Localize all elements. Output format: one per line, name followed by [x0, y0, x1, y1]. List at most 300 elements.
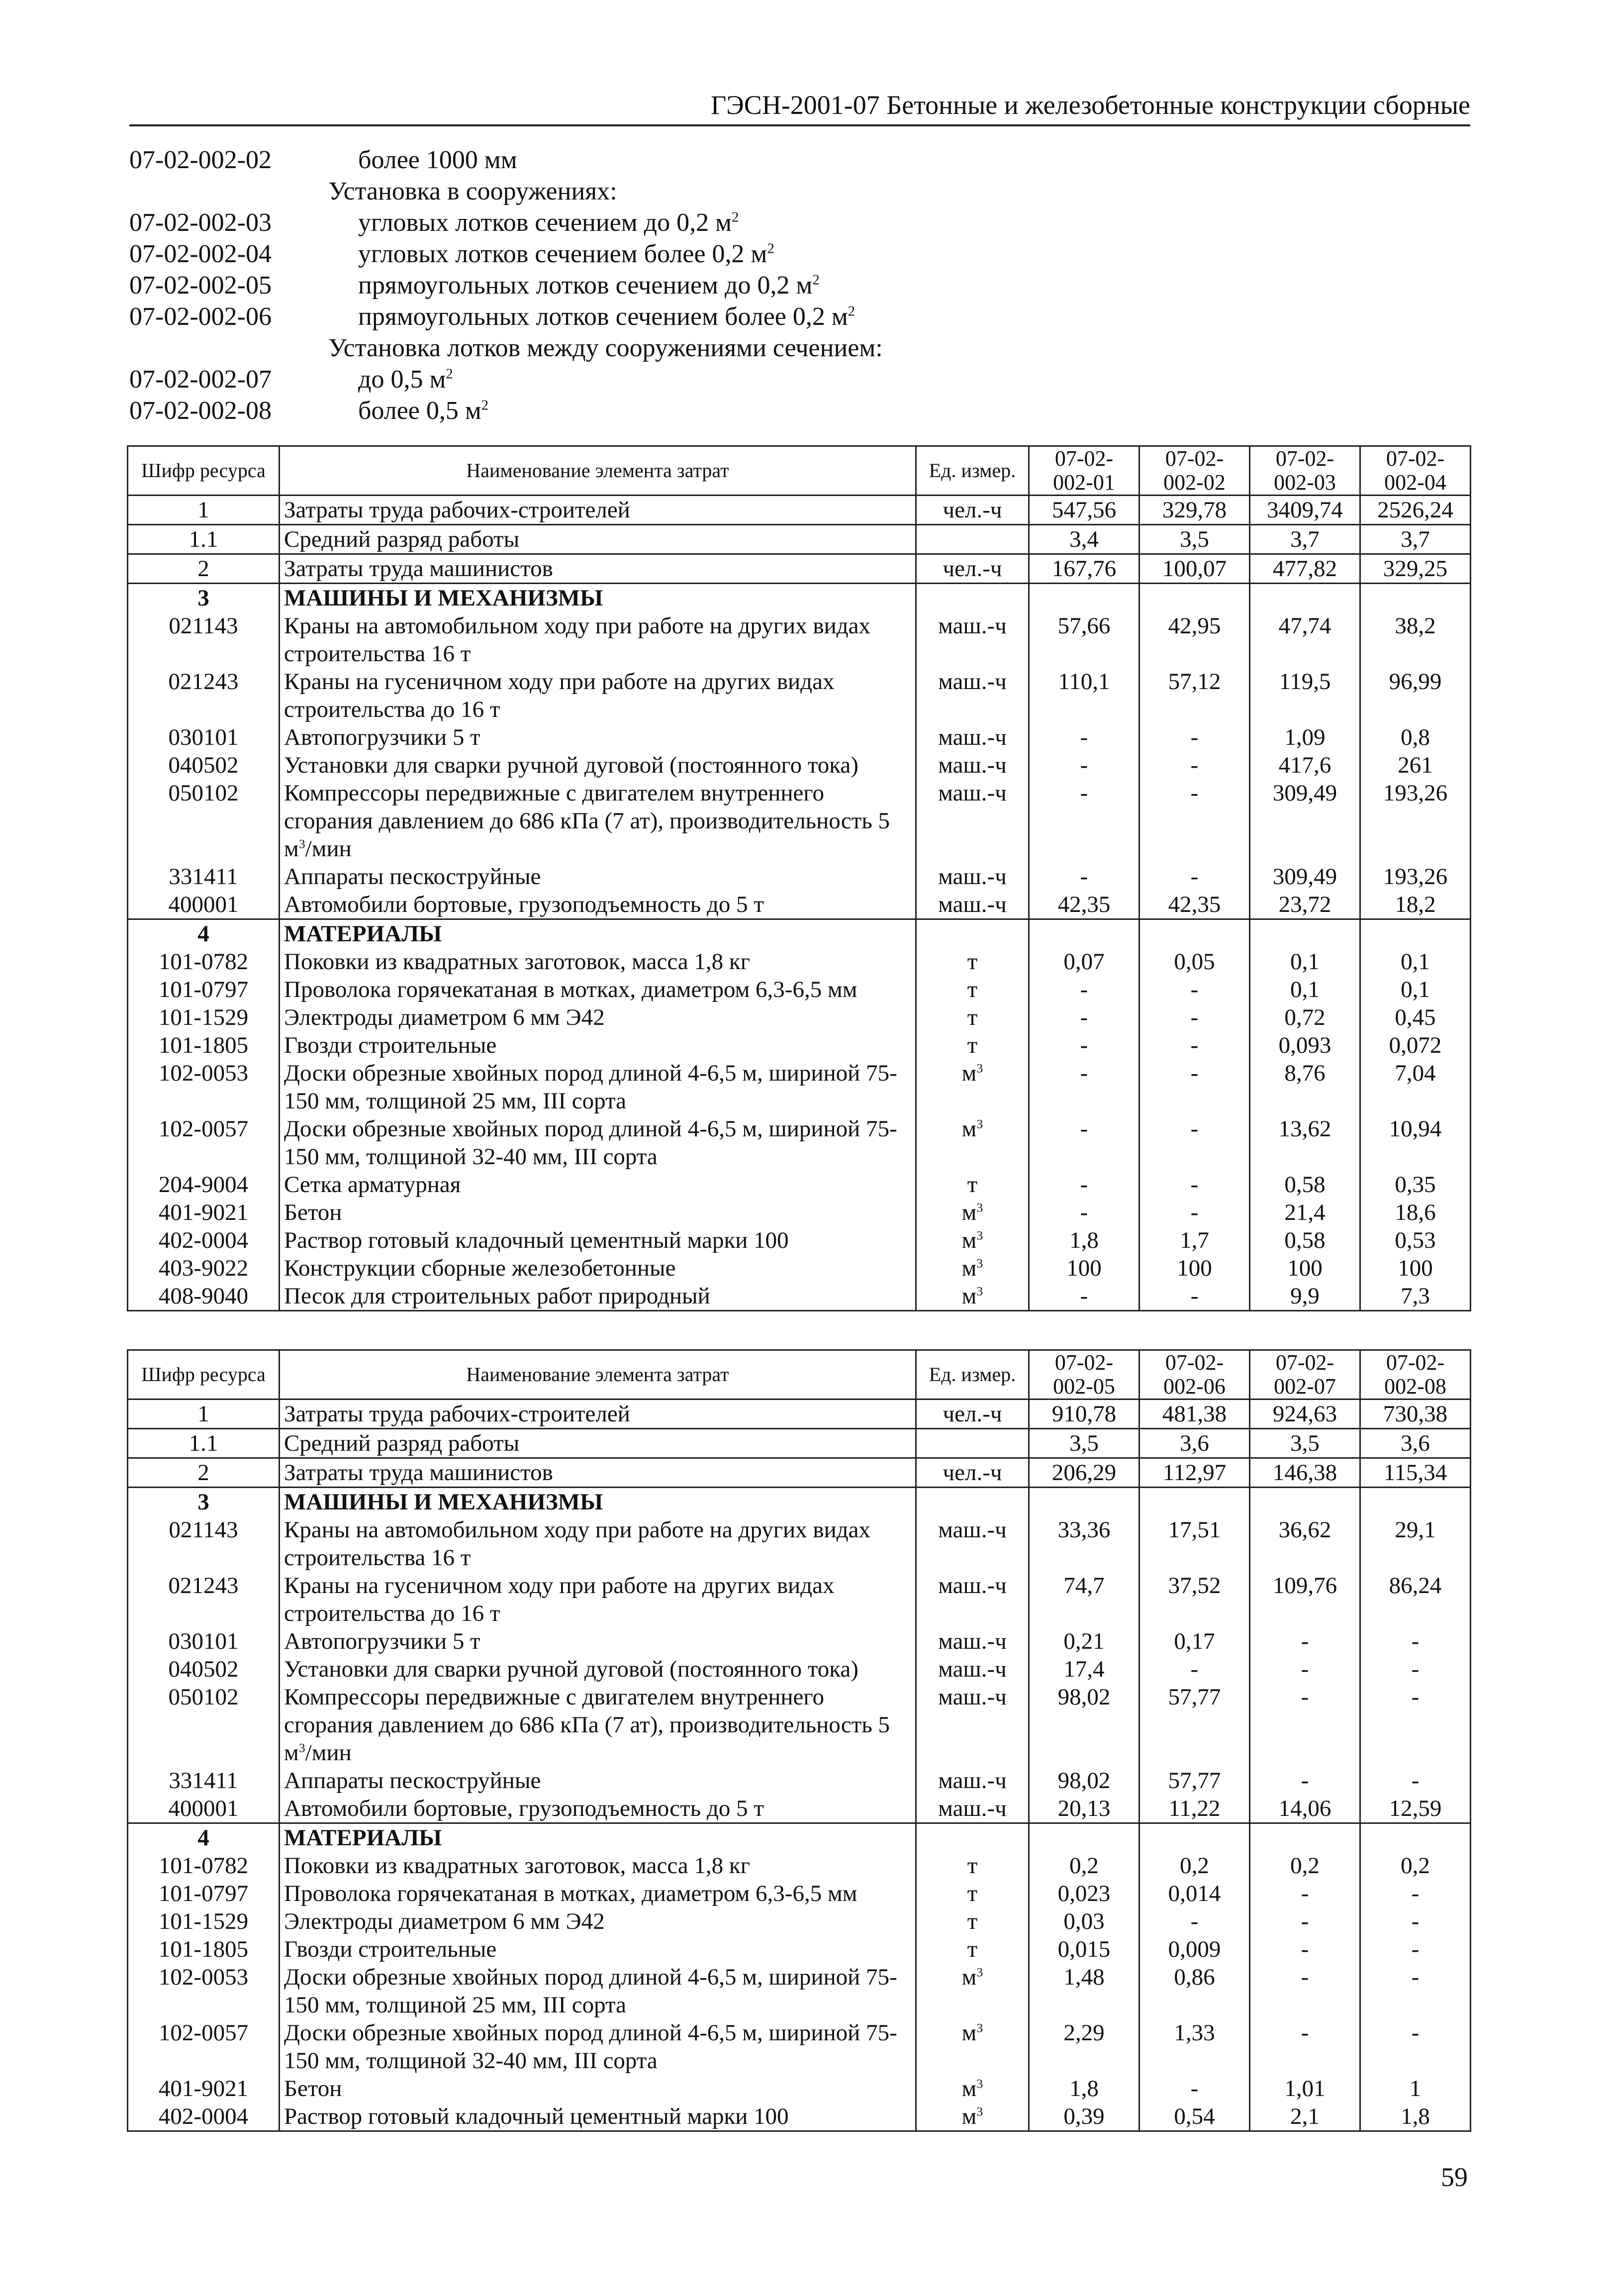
- norm-value: 3,5: [1250, 1429, 1360, 1458]
- norm-value: -: [1250, 2019, 1360, 2075]
- norm-value: 0,07: [1029, 948, 1139, 976]
- norm-value: 0,093: [1250, 1031, 1360, 1059]
- resource-code: 400001: [128, 891, 280, 919]
- norm-value: 7,04: [1360, 1059, 1471, 1115]
- resource-code: 403-9022: [128, 1254, 280, 1282]
- resource-name: Автопогрузчики 5 т: [280, 1627, 916, 1655]
- unit-of-measure: маш.-ч: [916, 863, 1029, 891]
- norm-value: [1250, 919, 1360, 948]
- norm-value: 74,7: [1029, 1572, 1139, 1627]
- norm-value: 17,51: [1139, 1516, 1250, 1572]
- table-row: [128, 1683, 1471, 1767]
- norm-value: [1139, 919, 1250, 948]
- header-unit: Ед. измер.: [916, 446, 1029, 496]
- unit-of-measure: $м^3$: [916, 1198, 1029, 1226]
- unit-of-measure: т: [916, 1031, 1029, 1059]
- norm-value: 0,2: [1250, 1852, 1360, 1880]
- resource-code: 1: [128, 496, 280, 525]
- table-row: [128, 1059, 1471, 1115]
- table-row: [128, 2102, 1471, 2131]
- page-number: 59: [1441, 2162, 1468, 2192]
- norm-description: угловых лотков сечением до 0,2 $м^2$: [358, 208, 739, 237]
- resource-code: 3: [128, 584, 280, 612]
- resource-code: 021143: [128, 612, 280, 668]
- resource-code: 101-1529: [128, 1003, 280, 1031]
- norm-value: -: [1029, 779, 1139, 863]
- resource-name: Установки для сварки ручной дуговой (постоянного тока): [280, 1655, 916, 1683]
- section-row: [128, 1488, 1471, 1516]
- norm-description: угловых лотков сечением более 0,2 $м^2$: [358, 240, 774, 268]
- norm-value: -: [1250, 1655, 1360, 1683]
- norm-value: 0,39: [1029, 2102, 1139, 2131]
- resource-name: МАШИНЫ И МЕХАНИЗМЫ: [280, 1488, 916, 1516]
- resource-name: Краны на гусеничном ходу при работе на других видах строительства до 16 т: [280, 668, 916, 723]
- norm-value: [1139, 584, 1250, 612]
- resource-name: Доски обрезные хвойных пород длиной 4-6,5 м, шириной 75-150 мм, толщиной 25 мм, III сорта: [280, 1963, 916, 2019]
- norm-value: -: [1360, 1767, 1471, 1795]
- norm-value: 100,07: [1139, 554, 1250, 584]
- norm-value: 206,29: [1029, 1458, 1139, 1488]
- norm-value: -: [1029, 723, 1139, 751]
- resource-name: Автопогрузчики 5 т: [280, 723, 916, 751]
- unit-of-measure: т: [916, 948, 1029, 976]
- unit-of-measure: чел.-ч: [916, 554, 1029, 584]
- table-row: [128, 1115, 1471, 1171]
- norm-value: 0,53: [1360, 1226, 1471, 1254]
- resource-name: Песок для строительных работ природный: [280, 1282, 916, 1311]
- norm-value: 109,76: [1250, 1572, 1360, 1627]
- norm-value: -: [1139, 1003, 1250, 1031]
- norm-value: -: [1139, 779, 1250, 863]
- norm-value: 112,97: [1139, 1458, 1250, 1488]
- norm-value: 3409,74: [1250, 496, 1360, 525]
- norm-value: 14,06: [1250, 1795, 1360, 1823]
- resource-name: Доски обрезные хвойных пород длиной 4-6,5 м, шириной 75-150 мм, толщиной 32-40 мм, III сорта: [280, 1115, 916, 1171]
- norm-value: -: [1360, 1935, 1471, 1963]
- norm-value: -: [1139, 1282, 1250, 1311]
- resource-name: Компрессоры передвижные с двигателем внутреннего сгорания давлением до 686 кПа (7 ат), производительность 5 $м^3$/мин: [280, 779, 916, 863]
- norm-value: -: [1139, 1907, 1250, 1935]
- norm-value: 309,49: [1250, 779, 1360, 863]
- header-name: Наименование элемента затрат: [280, 446, 916, 496]
- unit-of-measure: $м^3$: [916, 2075, 1029, 2102]
- unit-of-measure: $м^3$: [916, 2019, 1029, 2075]
- norm-value: [1250, 1488, 1360, 1516]
- resource-name: Бетон: [280, 1198, 916, 1226]
- resource-name: Аппараты пескоструйные: [280, 863, 916, 891]
- norm-code: 07-02-002-05: [129, 271, 272, 299]
- norm-value: 0,023: [1029, 1880, 1139, 1907]
- unit-of-measure: маш.-ч: [916, 1795, 1029, 1823]
- resource-name: Установки для сварки ручной дуговой (постоянного тока): [280, 751, 916, 779]
- norm-value: 547,56: [1029, 496, 1139, 525]
- header-code: Шифр ресурса: [128, 1350, 280, 1399]
- norm-value: -: [1029, 1282, 1139, 1311]
- resource-code: 021143: [128, 1516, 280, 1572]
- norm-value: 38,2: [1360, 612, 1471, 668]
- norm-value: 1,33: [1139, 2019, 1250, 2075]
- resource-code: 402-0004: [128, 1226, 280, 1254]
- norm-value: 477,82: [1250, 554, 1360, 584]
- norm-code: 07-02-002-02: [129, 146, 272, 174]
- unit-of-measure: $м^3$: [916, 1963, 1029, 2019]
- unit-of-measure: маш.-ч: [916, 612, 1029, 668]
- table-row: [128, 525, 1471, 554]
- norm-value: [1139, 1823, 1250, 1852]
- table-row: [128, 1198, 1471, 1226]
- resource-code: 101-1805: [128, 1031, 280, 1059]
- resource-name: Затраты труда рабочих-строителей: [280, 1399, 916, 1429]
- table-row: [128, 1171, 1471, 1198]
- norm-value: 0,17: [1139, 1627, 1250, 1655]
- unit-of-measure: $м^3$: [916, 1282, 1029, 1311]
- norm-list: [129, 144, 1472, 426]
- header-column: 07-02- 002-04: [1360, 446, 1471, 496]
- table-row: [128, 1655, 1471, 1683]
- unit-of-measure: маш.-ч: [916, 1572, 1029, 1627]
- resource-code: 102-0057: [128, 2019, 280, 2075]
- norm-value: 0,58: [1250, 1171, 1360, 1198]
- norm-value: 193,26: [1360, 863, 1471, 891]
- norm-description: прямоугольных лотков сечением до 0,2 $м^2$: [358, 271, 820, 299]
- unit-of-measure: т: [916, 1171, 1029, 1198]
- norm-value: 0,72: [1250, 1003, 1360, 1031]
- resource-code: 400001: [128, 1795, 280, 1823]
- table-row: [128, 1795, 1471, 1823]
- norm-value: 924,63: [1250, 1399, 1360, 1429]
- norm-value: 23,72: [1250, 891, 1360, 919]
- table-row: [128, 1282, 1471, 1311]
- resource-code: 021243: [128, 668, 280, 723]
- norm-value: 0,35: [1360, 1171, 1471, 1198]
- norm-value: -: [1029, 863, 1139, 891]
- resource-code: 402-0004: [128, 2102, 280, 2131]
- resource-name: Гвозди строительные: [280, 1031, 916, 1059]
- norm-value: -: [1139, 863, 1250, 891]
- norm-value: 3,5: [1139, 525, 1250, 554]
- norm-value: 3,6: [1139, 1429, 1250, 1458]
- norm-description: Установка в сооружениях:: [328, 177, 617, 205]
- norm-value: 0,009: [1139, 1935, 1250, 1963]
- norm-value: 0,072: [1360, 1031, 1471, 1059]
- unit-of-measure: $м^3$: [916, 1254, 1029, 1282]
- norm-value: 13,62: [1250, 1115, 1360, 1171]
- resource-name: Средний разряд работы: [280, 1429, 916, 1458]
- norm-value: 0,2: [1139, 1852, 1250, 1880]
- header-column: 07-02- 002-08: [1360, 1350, 1471, 1399]
- resource-name: Автомобили бортовые, грузоподъемность до 5 т: [280, 1795, 916, 1823]
- norm-value: 0,45: [1360, 1003, 1471, 1031]
- norm-value: [1360, 1488, 1471, 1516]
- resource-code: 3: [128, 1488, 280, 1516]
- norm-value: 57,77: [1139, 1683, 1250, 1767]
- unit-of-measure: маш.-ч: [916, 1767, 1029, 1795]
- norm-value: -: [1029, 976, 1139, 1003]
- table-row: [128, 751, 1471, 779]
- norm-value: -: [1250, 1935, 1360, 1963]
- norm-value: 730,38: [1360, 1399, 1471, 1429]
- norm-value: -: [1360, 1963, 1471, 2019]
- resource-name: Средний разряд работы: [280, 525, 916, 554]
- table-row: [128, 2075, 1471, 2102]
- norm-value: -: [1139, 1031, 1250, 1059]
- norm-code: 07-02-002-08: [129, 397, 272, 425]
- unit-of-measure: маш.-ч: [916, 779, 1029, 863]
- norm-value: 9,9: [1250, 1282, 1360, 1311]
- norm-value: 0,015: [1029, 1935, 1139, 1963]
- table-row: [128, 1003, 1471, 1031]
- norm-value: -: [1360, 1627, 1471, 1655]
- norm-value: 1,8: [1029, 2075, 1139, 2102]
- norm-value: 1,09: [1250, 723, 1360, 751]
- norm-value: 1,01: [1250, 2075, 1360, 2102]
- norm-value: 21,4: [1250, 1198, 1360, 1226]
- unit-of-measure: $м^3$: [916, 1059, 1029, 1115]
- norm-value: 18,2: [1360, 891, 1471, 919]
- norm-value: -: [1139, 723, 1250, 751]
- resource-name: Затраты труда машинистов: [280, 554, 916, 584]
- resource-code: 4: [128, 919, 280, 948]
- table-row: [128, 1254, 1471, 1282]
- resource-code: 030101: [128, 1627, 280, 1655]
- section-row: [128, 919, 1471, 948]
- norm-value: 11,22: [1139, 1795, 1250, 1823]
- resource-code: 401-9021: [128, 2075, 280, 2102]
- norm-value: -: [1029, 1198, 1139, 1226]
- norm-value: 329,78: [1139, 496, 1250, 525]
- group-heading: [129, 332, 1472, 364]
- norm-value: -: [1029, 1031, 1139, 1059]
- norm-value: [1250, 584, 1360, 612]
- running-header: ГЭСН-2001-07 Бетонные и железобетонные конструкции сборные: [129, 86, 1470, 126]
- norm-value: -: [1139, 751, 1250, 779]
- resource-code: 102-0053: [128, 1963, 280, 2019]
- norm-item: [129, 144, 1472, 176]
- norm-value: 42,35: [1029, 891, 1139, 919]
- norm-description: более 0,5 $м^2$: [358, 397, 489, 425]
- norm-value: 100: [1139, 1254, 1250, 1282]
- norm-value: 3,7: [1250, 525, 1360, 554]
- norm-value: 2526,24: [1360, 496, 1471, 525]
- resource-code: 331411: [128, 1767, 280, 1795]
- resource-name: Затраты труда рабочих-строителей: [280, 496, 916, 525]
- norm-value: 910,78: [1029, 1399, 1139, 1429]
- resource-name: Бетон: [280, 2075, 916, 2102]
- norm-value: 1,8: [1029, 1226, 1139, 1254]
- norm-value: 98,02: [1029, 1767, 1139, 1795]
- norm-description: до 0,5 $м^2$: [358, 365, 453, 394]
- resource-name: Сетка арматурная: [280, 1171, 916, 1198]
- norm-value: 0,1: [1250, 948, 1360, 976]
- section-row: [128, 1823, 1471, 1852]
- norm-value: [1360, 919, 1471, 948]
- table-row: [128, 1516, 1471, 1572]
- unit-of-measure: [916, 1429, 1029, 1458]
- norm-value: 119,5: [1250, 668, 1360, 723]
- unit-of-measure: маш.-ч: [916, 1516, 1029, 1572]
- unit-of-measure: чел.-ч: [916, 1399, 1029, 1429]
- norm-value: 193,26: [1360, 779, 1471, 863]
- section-row: [128, 584, 1471, 612]
- norm-value: -: [1139, 1059, 1250, 1115]
- norm-value: 36,62: [1250, 1516, 1360, 1572]
- norm-code: 07-02-002-03: [129, 208, 272, 237]
- resource-name: МАТЕРИАЛЫ: [280, 919, 916, 948]
- norm-value: 167,76: [1029, 554, 1139, 584]
- norm-value: -: [1250, 1963, 1360, 2019]
- norm-value: [1029, 919, 1139, 948]
- norm-value: 98,02: [1029, 1683, 1139, 1767]
- norm-value: 1,7: [1139, 1226, 1250, 1254]
- unit-of-measure: т: [916, 976, 1029, 1003]
- norm-value: 17,4: [1029, 1655, 1139, 1683]
- norm-value: 47,74: [1250, 612, 1360, 668]
- norm-description: прямоугольных лотков сечением более 0,2 $м^2$: [358, 302, 855, 331]
- unit-of-measure: т: [916, 1852, 1029, 1880]
- group-heading: [129, 176, 1472, 207]
- table-row: [128, 1458, 1471, 1488]
- norm-value: 0,014: [1139, 1880, 1250, 1907]
- unit-of-measure: маш.-ч: [916, 891, 1029, 919]
- header-code: Шифр ресурса: [128, 446, 280, 496]
- norm-value: 42,95: [1139, 612, 1250, 668]
- table-row: [128, 496, 1471, 525]
- norm-value: 100: [1029, 1254, 1139, 1282]
- norm-value: 3,7: [1360, 525, 1471, 554]
- resource-code: 408-9040: [128, 1282, 280, 1311]
- norm-value: -: [1250, 1627, 1360, 1655]
- norm-value: -: [1360, 1655, 1471, 1683]
- norm-value: [1029, 584, 1139, 612]
- norm-value: -: [1029, 1171, 1139, 1198]
- norm-value: 0,86: [1139, 1963, 1250, 2019]
- norm-value: 29,1: [1360, 1516, 1471, 1572]
- norm-value: 8,76: [1250, 1059, 1360, 1115]
- norm-value: 3,6: [1360, 1429, 1471, 1458]
- norm-code: 07-02-002-04: [129, 240, 272, 268]
- unit-of-measure: т: [916, 1907, 1029, 1935]
- norm-value: 100: [1360, 1254, 1471, 1282]
- norm-value: -: [1250, 1767, 1360, 1795]
- norm-value: 0,1: [1360, 948, 1471, 976]
- norm-value: [1139, 1488, 1250, 1516]
- norm-value: 1,8: [1360, 2102, 1471, 2131]
- norm-value: 10,94: [1360, 1115, 1471, 1171]
- table-row: [128, 976, 1471, 1003]
- unit-of-measure: т: [916, 1003, 1029, 1031]
- resource-name: Доски обрезные хвойных пород длиной 4-6,5 м, шириной 75-150 мм, толщиной 32-40 мм, III сорта: [280, 2019, 916, 2075]
- resource-name: Электроды диаметром 6 мм Э42: [280, 1003, 916, 1031]
- norm-value: 0,2: [1360, 1852, 1471, 1880]
- unit-of-measure: [916, 525, 1029, 554]
- resource-name: Поковки из квадратных заготовок, масса 1,8 кг: [280, 948, 916, 976]
- resource-code: 4: [128, 1823, 280, 1852]
- resource-code: 102-0057: [128, 1115, 280, 1171]
- resource-code: 401-9021: [128, 1198, 280, 1226]
- norm-value: -: [1029, 1059, 1139, 1115]
- header-column: 07-02- 002-07: [1250, 1350, 1360, 1399]
- resource-code: 204-9004: [128, 1171, 280, 1198]
- resource-code: 2: [128, 1458, 280, 1488]
- resource-code: 101-0782: [128, 948, 280, 976]
- norm-value: 37,52: [1139, 1572, 1250, 1627]
- norm-value: [1250, 1823, 1360, 1852]
- norm-value: -: [1360, 1880, 1471, 1907]
- norm-value: 481,38: [1139, 1399, 1250, 1429]
- norm-value: 2,1: [1250, 2102, 1360, 2131]
- table-row: [128, 1627, 1471, 1655]
- norm-value: 0,21: [1029, 1627, 1139, 1655]
- unit-of-measure: маш.-ч: [916, 751, 1029, 779]
- header-column: 07-02- 002-02: [1139, 446, 1250, 496]
- unit-of-measure: $м^3$: [916, 2102, 1029, 2131]
- norm-value: 0,05: [1139, 948, 1250, 976]
- table-header-row: [128, 1350, 1471, 1399]
- resource-code: 101-1529: [128, 1907, 280, 1935]
- resource-code: 050102: [128, 779, 280, 863]
- norm-value: 329,25: [1360, 554, 1471, 584]
- header-column: 07-02- 002-06: [1139, 1350, 1250, 1399]
- norm-value: -: [1360, 1683, 1471, 1767]
- unit-of-measure: маш.-ч: [916, 1627, 1029, 1655]
- table-row: [128, 863, 1471, 891]
- resource-name: Краны на автомобильном ходу при работе на других видах строительства 16 т: [280, 1516, 916, 1572]
- table-row: [128, 668, 1471, 723]
- resource-code: 331411: [128, 863, 280, 891]
- norm-value: 0,1: [1360, 976, 1471, 1003]
- table-row: [128, 2019, 1471, 2075]
- resource-name: Конструкции сборные железобетонные: [280, 1254, 916, 1282]
- table-row: [128, 1767, 1471, 1795]
- norm-description: Установка лотков между сооружениями сечением:: [328, 334, 883, 362]
- unit-of-measure: маш.-ч: [916, 668, 1029, 723]
- norm-value: 261: [1360, 751, 1471, 779]
- norm-value: 0,58: [1250, 1226, 1360, 1254]
- resource-code: 030101: [128, 723, 280, 751]
- norm-value: -: [1029, 751, 1139, 779]
- unit-of-measure: $м^3$: [916, 1226, 1029, 1254]
- resource-code: 101-0797: [128, 1880, 280, 1907]
- norm-value: [1360, 1823, 1471, 1852]
- table-row: [128, 554, 1471, 584]
- resource-code: 1.1: [128, 1429, 280, 1458]
- norm-value: 100: [1250, 1254, 1360, 1282]
- norm-value: 7,3: [1360, 1282, 1471, 1311]
- norm-code: 07-02-002-06: [129, 302, 272, 331]
- resource-name: Автомобили бортовые, грузоподъемность до 5 т: [280, 891, 916, 919]
- table-row: [128, 948, 1471, 976]
- norm-value: 0,8: [1360, 723, 1471, 751]
- resource-name: Компрессоры передвижные с двигателем внутреннего сгорания давлением до 686 кПа (7 ат), производительность 5 $м^3$/мин: [280, 1683, 916, 1767]
- table-row: [128, 1880, 1471, 1907]
- header-column: 07-02- 002-01: [1029, 446, 1139, 496]
- norm-value: -: [1139, 1115, 1250, 1171]
- resource-code: 1: [128, 1399, 280, 1429]
- unit-of-measure: маш.-ч: [916, 723, 1029, 751]
- resource-code: 101-0797: [128, 976, 280, 1003]
- norm-value: 57,77: [1139, 1767, 1250, 1795]
- norm-value: -: [1139, 2075, 1250, 2102]
- unit-of-measure: [916, 1488, 1029, 1516]
- table-row: [128, 1031, 1471, 1059]
- norm-value: 12,59: [1360, 1795, 1471, 1823]
- norm-value: -: [1139, 976, 1250, 1003]
- resource-name: МАШИНЫ И МЕХАНИЗМЫ: [280, 584, 916, 612]
- norm-description: более 1000 мм: [358, 146, 517, 174]
- resource-name: Краны на гусеничном ходу при работе на других видах строительства до 16 т: [280, 1572, 916, 1627]
- norm-value: -: [1360, 1907, 1471, 1935]
- resource-code: 040502: [128, 1655, 280, 1683]
